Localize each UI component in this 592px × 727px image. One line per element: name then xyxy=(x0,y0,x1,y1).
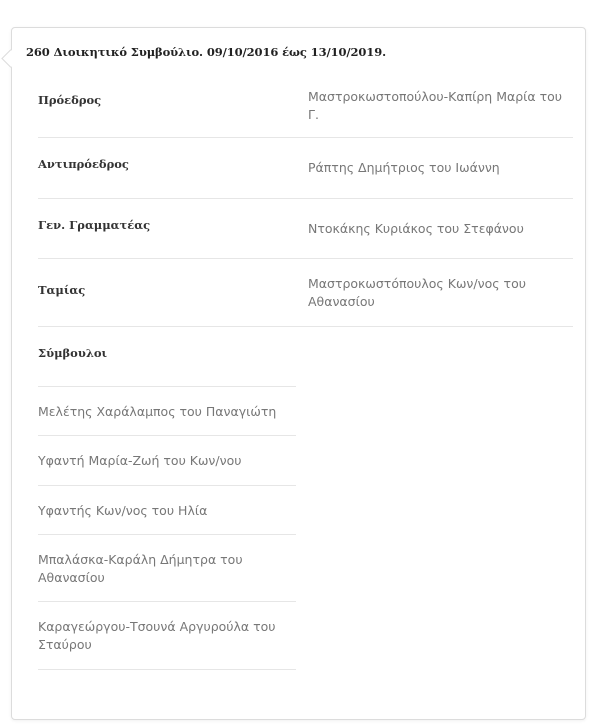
board-heading: 260 Διοικητικό Συμβούλιο. 09/10/2016 έως 13/10/2019. xyxy=(26,45,387,59)
member-item: Καραγεώργου-Τσουνά Αργυρούλα του Σταύρου xyxy=(38,619,276,652)
divider xyxy=(38,326,573,327)
divider xyxy=(38,485,296,486)
role-label: Γεν. Γραμματέας xyxy=(38,218,151,232)
divider xyxy=(38,534,296,535)
board-card xyxy=(11,27,586,720)
divider xyxy=(38,435,296,436)
officer-name: Ράπτης Δημήτριος του Ιωάννη xyxy=(308,160,500,175)
role-label: Πρόεδρος xyxy=(38,93,102,107)
members-title: Σύμβουλοι xyxy=(38,346,108,360)
member-item: Υφαντή Μαρία-Ζωή του Κων/νου xyxy=(38,453,242,468)
divider xyxy=(38,601,296,602)
role-label: Ταμίας xyxy=(38,283,86,297)
divider xyxy=(38,669,296,670)
officer-name: Μαστροκωστοπούλου-Καπίρη Μαρία του Γ. xyxy=(308,89,563,122)
officer-name: Ντοκάκης Κυριάκος του Στεφάνου xyxy=(308,221,524,236)
member-item: Μελέτης Χαράλαμπος του Παναγιώτη xyxy=(38,404,277,419)
divider xyxy=(38,198,573,199)
member-item: Υφαντής Κων/νος του Ηλία xyxy=(38,503,208,518)
divider xyxy=(38,258,573,259)
divider xyxy=(38,137,573,138)
role-label: Αντιπρόεδρος xyxy=(38,157,129,171)
officer-name: Μαστροκωστόπουλος Κων/νος του Αθανασίου xyxy=(308,276,526,309)
member-item: Μπαλάσκα-Καράλη Δήμητρα του Αθανασίου xyxy=(38,552,243,585)
divider xyxy=(38,386,296,387)
